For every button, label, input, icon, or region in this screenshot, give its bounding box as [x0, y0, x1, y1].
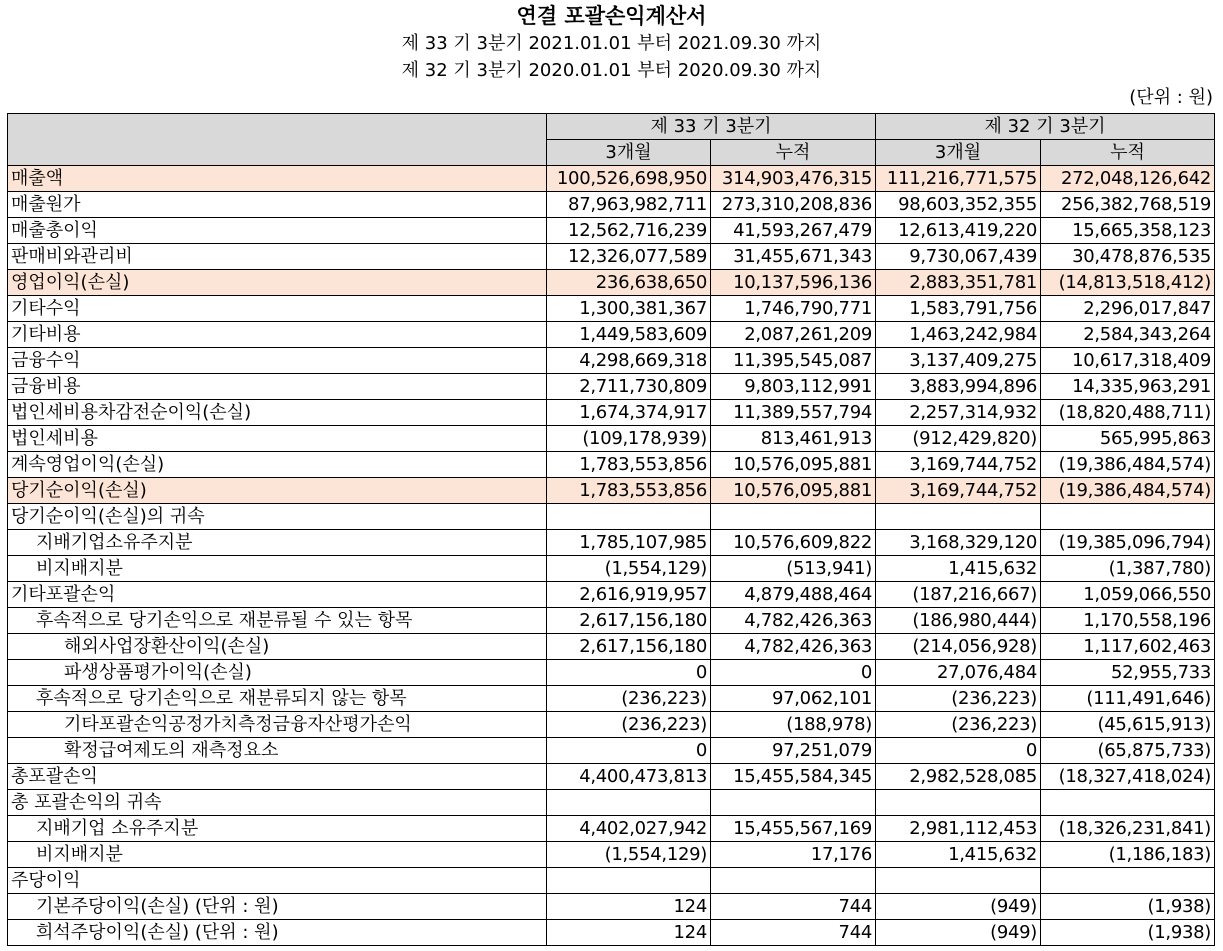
cell-prior-cumulative: 1,170,558,196 — [1041, 608, 1215, 634]
table-row — [8, 712, 1215, 738]
cell-prior-three-month: (236,223) — [876, 712, 1041, 738]
row-label: 총 포괄손익의 귀속 — [8, 790, 547, 816]
cell-prior-cumulative — [1041, 504, 1215, 530]
table-row — [8, 218, 1215, 244]
row-label: 판매비와관리비 — [8, 244, 547, 270]
cell-prior-three-month: (187,216,667) — [876, 582, 1041, 608]
row-label: 확정급여제도의 재측정요소 — [8, 738, 547, 764]
cell-current-three-month: (236,223) — [547, 712, 711, 738]
cell-current-three-month: 1,674,374,917 — [547, 400, 711, 426]
cell-prior-cumulative: 565,995,863 — [1041, 426, 1215, 452]
cell-current-three-month: 1,449,583,609 — [547, 322, 711, 348]
period-prior: 제 32 기 3분기 2020.01.01 부터 2020.09.30 까지 — [401, 60, 822, 81]
cell-current-three-month: 2,711,730,809 — [547, 374, 711, 400]
table-row — [8, 296, 1215, 322]
row-label: 주당이익 — [8, 868, 547, 894]
cell-current-three-month: 0 — [547, 660, 711, 686]
cell-current-three-month: 124 — [547, 920, 711, 946]
cell-current-three-month: 100,526,698,950 — [547, 166, 711, 192]
header-current-three-month: 3개월 — [547, 140, 711, 166]
row-label: 금융수익 — [8, 348, 547, 374]
header-corner — [8, 114, 547, 166]
cell-current-three-month: 1,300,381,367 — [547, 296, 711, 322]
cell-prior-three-month: 1,583,791,756 — [876, 296, 1041, 322]
cell-current-three-month: (109,178,939) — [547, 426, 711, 452]
cell-prior-three-month: 9,730,067,439 — [876, 244, 1041, 270]
row-label: 후속적으로 당기손익으로 재분류되지 않는 항목 — [8, 686, 547, 712]
table-row — [8, 192, 1215, 218]
row-label: 후속적으로 당기손익으로 재분류될 수 있는 항목 — [8, 608, 547, 634]
cell-current-three-month: 0 — [547, 738, 711, 764]
cell-prior-three-month — [876, 790, 1041, 816]
cell-current-cumulative: 15,455,584,345 — [711, 764, 876, 790]
table-row — [8, 686, 1215, 712]
table-row — [8, 348, 1215, 374]
cell-prior-three-month: 3,883,994,896 — [876, 374, 1041, 400]
cell-current-cumulative — [711, 868, 876, 894]
period-current: 제 33 기 3분기 2021.01.01 부터 2021.09.30 까지 — [401, 33, 822, 54]
statement-title: 연결 포괄손익계산서 — [516, 4, 707, 28]
row-label: 지배기업 소유주지분 — [8, 816, 547, 842]
cell-prior-cumulative: 15,665,358,123 — [1041, 218, 1215, 244]
cell-prior-three-month: 3,168,329,120 — [876, 530, 1041, 556]
cell-prior-three-month: (186,980,444) — [876, 608, 1041, 634]
cell-current-three-month: 87,963,982,711 — [547, 192, 711, 218]
cell-prior-cumulative: (1,938) — [1041, 894, 1215, 920]
cell-prior-three-month: 1,415,632 — [876, 556, 1041, 582]
cell-current-three-month: 124 — [547, 894, 711, 920]
table-row — [8, 426, 1215, 452]
unit-label: (단위 : 원) — [1129, 87, 1213, 108]
cell-prior-cumulative: 52,955,733 — [1041, 660, 1215, 686]
cell-current-cumulative: 1,746,790,771 — [711, 296, 876, 322]
header-row-periods — [8, 114, 1215, 140]
cell-current-cumulative: 11,389,557,794 — [711, 400, 876, 426]
cell-current-three-month — [547, 790, 711, 816]
cell-prior-three-month — [876, 868, 1041, 894]
row-label: 당기순이익(손실) — [8, 478, 547, 504]
row-label: 매출원가 — [8, 192, 547, 218]
table-row — [8, 790, 1215, 816]
cell-prior-cumulative: (65,875,733) — [1041, 738, 1215, 764]
cell-current-cumulative: 744 — [711, 920, 876, 946]
cell-current-three-month: 1,783,553,856 — [547, 452, 711, 478]
cell-prior-cumulative: (111,491,646) — [1041, 686, 1215, 712]
cell-current-cumulative: 273,310,208,836 — [711, 192, 876, 218]
cell-current-cumulative — [711, 790, 876, 816]
cell-prior-cumulative: (45,615,913) — [1041, 712, 1215, 738]
table-row — [8, 322, 1215, 348]
cell-current-three-month: 1,783,553,856 — [547, 478, 711, 504]
cell-current-cumulative: 2,087,261,209 — [711, 322, 876, 348]
table-row — [8, 166, 1215, 192]
income-statement-table — [7, 113, 1215, 946]
row-label: 기타포괄손익공정가치측정금융자산평가손익 — [8, 712, 547, 738]
cell-current-three-month: 12,562,716,239 — [547, 218, 711, 244]
cell-prior-three-month: 3,169,744,752 — [876, 452, 1041, 478]
cell-prior-three-month: (214,056,928) — [876, 634, 1041, 660]
cell-prior-three-month: (949) — [876, 894, 1041, 920]
cell-current-cumulative: 9,803,112,991 — [711, 374, 876, 400]
cell-current-cumulative — [711, 504, 876, 530]
cell-current-three-month: 2,617,156,180 — [547, 608, 711, 634]
cell-current-cumulative: 4,782,426,363 — [711, 634, 876, 660]
row-label: 기타비용 — [8, 322, 547, 348]
cell-prior-cumulative: 2,296,017,847 — [1041, 296, 1215, 322]
cell-prior-three-month: 2,981,112,453 — [876, 816, 1041, 842]
cell-current-cumulative: 41,593,267,479 — [711, 218, 876, 244]
cell-current-cumulative: 97,251,079 — [711, 738, 876, 764]
row-label: 희석주당이익(손실) (단위 : 원) — [8, 920, 547, 946]
cell-prior-cumulative: (18,820,488,711) — [1041, 400, 1215, 426]
cell-current-cumulative: 10,576,609,822 — [711, 530, 876, 556]
cell-prior-cumulative — [1041, 868, 1215, 894]
table-row — [8, 894, 1215, 920]
table-row — [8, 504, 1215, 530]
cell-current-cumulative: 744 — [711, 894, 876, 920]
header-prior-cumulative: 누적 — [1041, 140, 1215, 166]
table-row — [8, 920, 1215, 946]
table-row — [8, 868, 1215, 894]
row-label: 매출액 — [8, 166, 547, 192]
table-row — [8, 270, 1215, 296]
cell-current-cumulative: 813,461,913 — [711, 426, 876, 452]
cell-prior-three-month: (912,429,820) — [876, 426, 1041, 452]
row-label: 법인세비용차감전순이익(손실) — [8, 400, 547, 426]
cell-prior-cumulative: 256,382,768,519 — [1041, 192, 1215, 218]
row-label: 지배기업소유주지분 — [8, 530, 547, 556]
cell-current-three-month: 12,326,077,589 — [547, 244, 711, 270]
cell-current-cumulative: 15,455,567,169 — [711, 816, 876, 842]
cell-prior-cumulative: (18,326,231,841) — [1041, 816, 1215, 842]
cell-current-three-month: 4,298,669,318 — [547, 348, 711, 374]
table-row — [8, 530, 1215, 556]
cell-prior-cumulative: 1,117,602,463 — [1041, 634, 1215, 660]
cell-prior-three-month: 1,463,242,984 — [876, 322, 1041, 348]
cell-prior-cumulative: (19,385,096,794) — [1041, 530, 1215, 556]
cell-current-cumulative: 10,576,095,881 — [711, 452, 876, 478]
table-row — [8, 582, 1215, 608]
table-row — [8, 452, 1215, 478]
cell-current-cumulative: 17,176 — [711, 842, 876, 868]
row-label: 기타수익 — [8, 296, 547, 322]
cell-prior-cumulative: 14,335,963,291 — [1041, 374, 1215, 400]
cell-current-cumulative: 314,903,476,315 — [711, 166, 876, 192]
cell-current-cumulative: 4,782,426,363 — [711, 608, 876, 634]
cell-prior-cumulative: (14,813,518,412) — [1041, 270, 1215, 296]
cell-current-cumulative: (513,941) — [711, 556, 876, 582]
table-row — [8, 660, 1215, 686]
cell-prior-three-month: 12,613,419,220 — [876, 218, 1041, 244]
cell-current-cumulative: 0 — [711, 660, 876, 686]
table-row — [8, 400, 1215, 426]
row-label: 기본주당이익(손실) (단위 : 원) — [8, 894, 547, 920]
row-label: 법인세비용 — [8, 426, 547, 452]
cell-current-cumulative: 10,137,596,136 — [711, 270, 876, 296]
table-row — [8, 634, 1215, 660]
table-row — [8, 842, 1215, 868]
row-label: 매출총이익 — [8, 218, 547, 244]
cell-prior-cumulative: (19,386,484,574) — [1041, 478, 1215, 504]
row-label: 계속영업이익(손실) — [8, 452, 547, 478]
cell-prior-three-month: 3,169,744,752 — [876, 478, 1041, 504]
cell-prior-three-month: 2,982,528,085 — [876, 764, 1041, 790]
row-label: 기타포괄손익 — [8, 582, 547, 608]
cell-prior-three-month — [876, 504, 1041, 530]
cell-current-three-month: 2,616,919,957 — [547, 582, 711, 608]
cell-current-cumulative: 4,879,488,464 — [711, 582, 876, 608]
cell-prior-cumulative: (19,386,484,574) — [1041, 452, 1215, 478]
cell-prior-cumulative: (1,938) — [1041, 920, 1215, 946]
cell-current-three-month: 4,400,473,813 — [547, 764, 711, 790]
table-row — [8, 556, 1215, 582]
cell-current-three-month: 2,617,156,180 — [547, 634, 711, 660]
cell-current-cumulative: 97,062,101 — [711, 686, 876, 712]
row-label: 비지배지분 — [8, 842, 547, 868]
cell-current-cumulative: (188,978) — [711, 712, 876, 738]
table-row — [8, 608, 1215, 634]
cell-prior-cumulative: 1,059,066,550 — [1041, 582, 1215, 608]
cell-current-three-month — [547, 504, 711, 530]
cell-current-three-month — [547, 868, 711, 894]
cell-current-cumulative: 31,455,671,343 — [711, 244, 876, 270]
cell-prior-cumulative: (18,327,418,024) — [1041, 764, 1215, 790]
row-label: 파생상품평가이익(손실) — [8, 660, 547, 686]
cell-current-three-month: (1,554,129) — [547, 556, 711, 582]
cell-prior-three-month: 2,257,314,932 — [876, 400, 1041, 426]
table-row — [8, 764, 1215, 790]
row-label: 총포괄손익 — [8, 764, 547, 790]
cell-prior-three-month: 98,603,352,355 — [876, 192, 1041, 218]
cell-prior-three-month: 111,216,771,575 — [876, 166, 1041, 192]
header-prior-three-month: 3개월 — [876, 140, 1041, 166]
cell-prior-cumulative: 30,478,876,535 — [1041, 244, 1215, 270]
cell-prior-three-month: 0 — [876, 738, 1041, 764]
cell-current-three-month: 4,402,027,942 — [547, 816, 711, 842]
cell-current-cumulative: 11,395,545,087 — [711, 348, 876, 374]
cell-current-three-month: 236,638,650 — [547, 270, 711, 296]
row-label: 해외사업장환산이익(손실) — [8, 634, 547, 660]
table-row — [8, 816, 1215, 842]
statement-body — [8, 166, 1215, 946]
cell-prior-cumulative: 10,617,318,409 — [1041, 348, 1215, 374]
cell-prior-three-month: 3,137,409,275 — [876, 348, 1041, 374]
cell-current-three-month: 1,785,107,985 — [547, 530, 711, 556]
table-row — [8, 738, 1215, 764]
header-group-current: 제 33 기 3분기 — [547, 114, 876, 140]
cell-current-three-month: (236,223) — [547, 686, 711, 712]
cell-prior-three-month: (236,223) — [876, 686, 1041, 712]
table-row — [8, 244, 1215, 270]
row-label: 금융비용 — [8, 374, 547, 400]
cell-prior-three-month: (949) — [876, 920, 1041, 946]
header-group-prior: 제 32 기 3분기 — [876, 114, 1215, 140]
cell-prior-three-month: 27,076,484 — [876, 660, 1041, 686]
cell-prior-cumulative: 2,584,343,264 — [1041, 322, 1215, 348]
header-current-cumulative: 누적 — [711, 140, 876, 166]
row-label: 영업이익(손실) — [8, 270, 547, 296]
table-row — [8, 374, 1215, 400]
row-label: 당기순이익(손실)의 귀속 — [8, 504, 547, 530]
cell-prior-cumulative: (1,387,780) — [1041, 556, 1215, 582]
cell-prior-three-month: 1,415,632 — [876, 842, 1041, 868]
cell-prior-cumulative: (1,186,183) — [1041, 842, 1215, 868]
row-label: 비지배지분 — [8, 556, 547, 582]
cell-prior-cumulative — [1041, 790, 1215, 816]
cell-prior-three-month: 2,883,351,781 — [876, 270, 1041, 296]
cell-current-three-month: (1,554,129) — [547, 842, 711, 868]
cell-current-cumulative: 10,576,095,881 — [711, 478, 876, 504]
cell-prior-cumulative: 272,048,126,642 — [1041, 166, 1215, 192]
table-row — [8, 478, 1215, 504]
